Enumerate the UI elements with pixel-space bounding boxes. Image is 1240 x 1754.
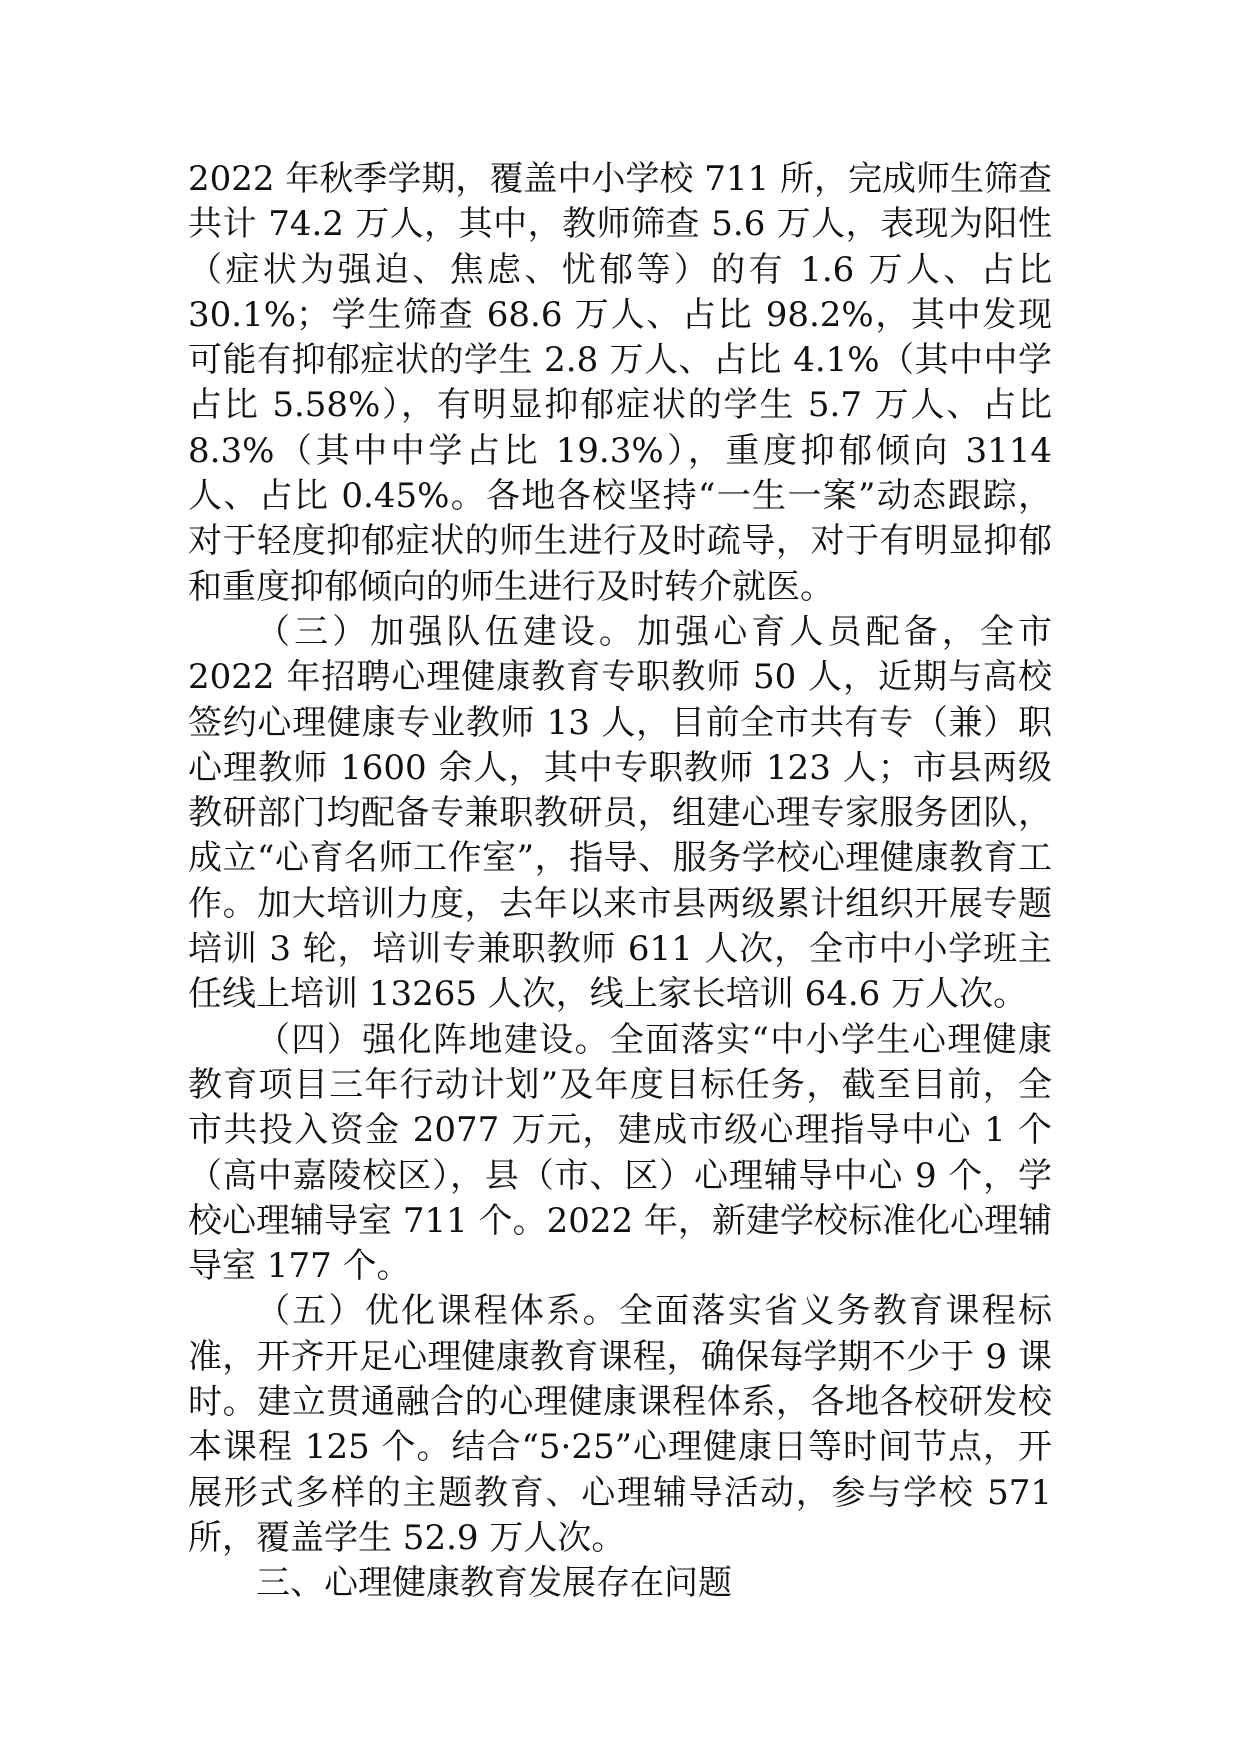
paragraph-curriculum: （五）优化课程体系。全面落实省义务教育课程标准，开齐开足心理健康教育课程，确保每学期不少于 9 课时。建立贯通融合的心理健康课程体系，各地各校研发校本课程 125 个。结合“5·25”心理健康日等时间节点，开展形式多样的主题教育、心理辅导活动，参与学校 571 所，覆盖学生 52.9 万人次。 [188, 1291, 1052, 1558]
paragraph-facility-building: （四）强化阵地建设。全面落实“中小学生心理健康教育项目三年行动计划”及年度目标任务，截至目前，全市共投入资金 2077 万元，建成市级心理指导中心 1 个（高中嘉陵校区），县（市、区）心理辅导中心 9 个，学校心理辅导室 711 个。2022 年，新建学校标准化心理辅导室 177 个。 [188, 1019, 1052, 1287]
document-body [188, 157, 1052, 1607]
paragraph-screening-continued: 2022 年秋季学期，覆盖中小学校 711 所，完成师生筛查共计 74.2 万人，其中，教师筛查 5.6 万人，表现为阳性（症状为强迫、焦虑、忧郁等）的有 1.6 万人、占比 30.1%；学生筛查 68.6 万人、占比 98.2%，其中发现可能有抑郁症状的学生 2.8 万人、占比 4.1%（其中中学占比 5.58%），有明显抑郁症状的学生 5.7 万人、占比 8.3%（其中中学占比 19.3%），重度抑郁倾向 3114 人、占比 0.45%。各地各校坚持“一生一案”动态跟踪，对于轻度抑郁症状的师生进行及时疏导，对于有明显抑郁和重度抑郁倾向的师生进行及时转介就医。 [188, 159, 1052, 607]
paragraph-team-building: （三）加强队伍建设。加强心育人员配备，全市 2022 年招聘心理健康教育专职教师 50 人，近期与高校签约心理健康专业教师 13 人，目前全市共有专（兼）职心理教师 1600 余人，其中专职教师 123 人；市县两级教研部门均配备专兼职教研员，组建心理专家服务团队，成立“心育名师工作室”，指导、服务学校心理健康教育工作。加大培训力度，去年以来市县两级累计组织开展专题培训 3 轮，培训专兼职教师 611 人次，全市中小学班主任线上培训 13265 人次，线上家长培训 64.6 万人次。 [188, 611, 1052, 1015]
section-heading: 三、心理健康教育发展存在问题 [256, 1563, 732, 1604]
